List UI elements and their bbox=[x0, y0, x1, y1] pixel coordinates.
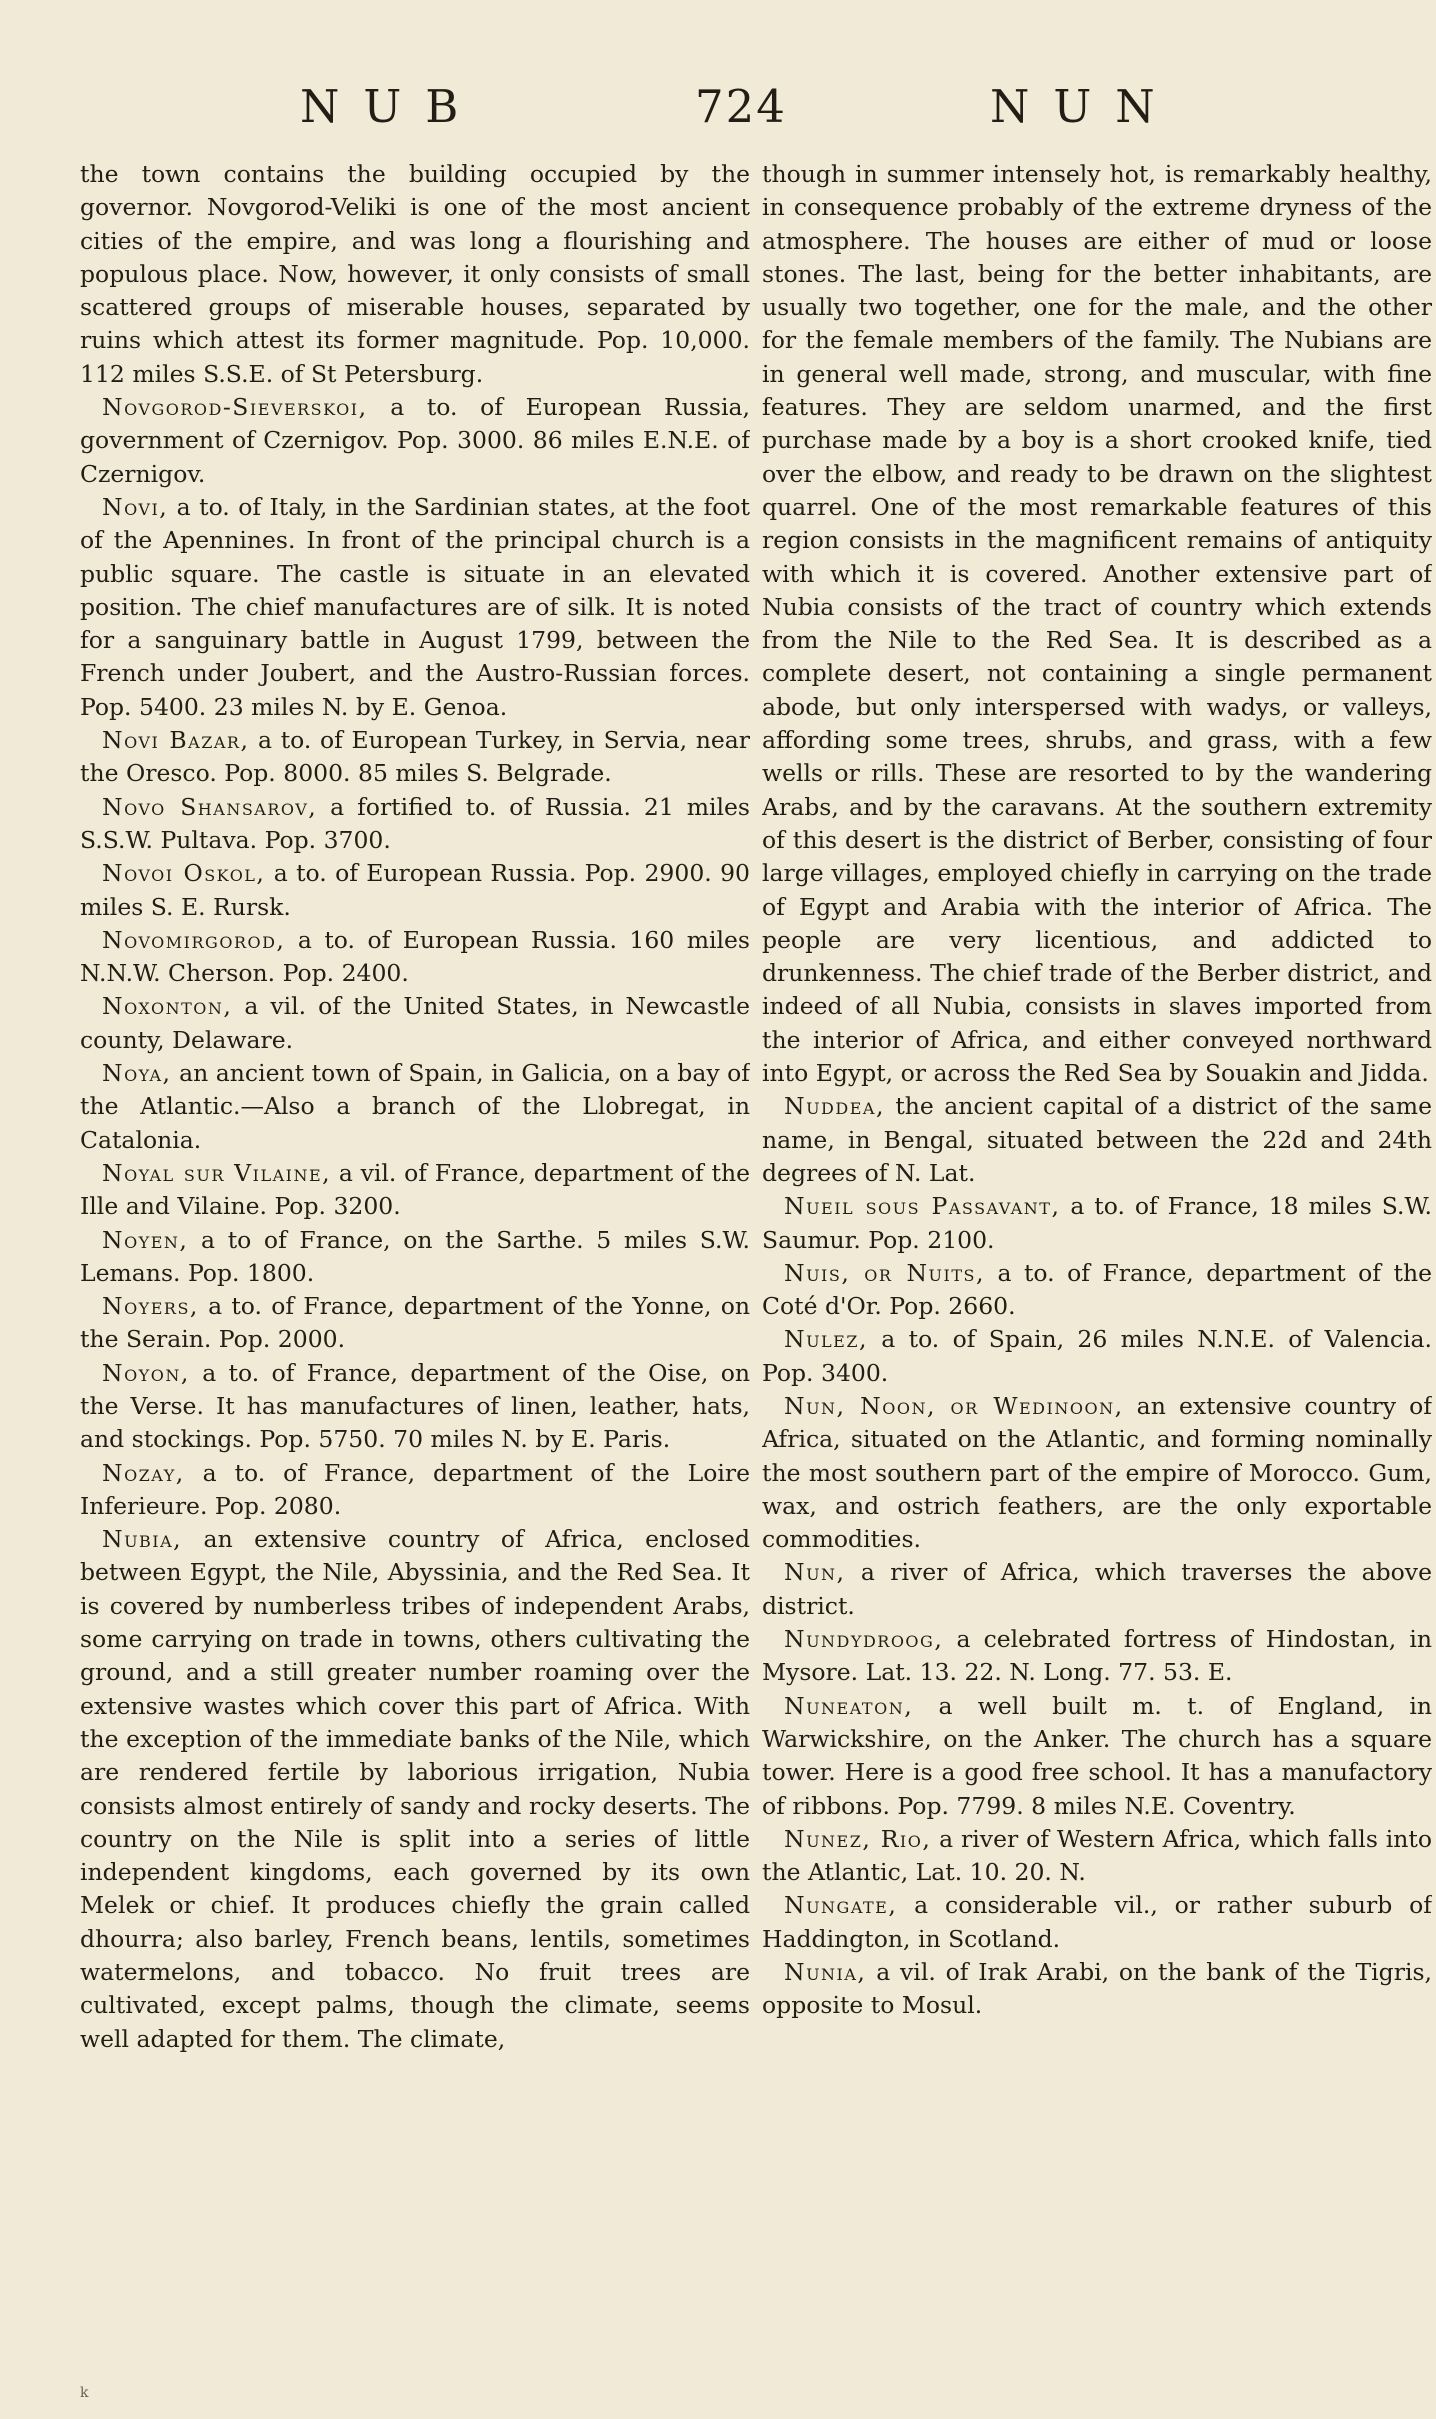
left-column-entry bbox=[80, 1523, 750, 2056]
entry-text: an extensive country of Africa, situated on the Atlantic, and forming nominally the most southern part of the empire of Morocco. Gum, wax, and ostrich feathers, are the only exportable commodities. bbox=[762, 1391, 1432, 1554]
entry-text: a to. of France, 18 miles S.W. Saumur. Pop. 2100. bbox=[762, 1192, 1432, 1254]
entry-headword: Noyen, bbox=[102, 1225, 189, 1254]
right-column-entry bbox=[762, 1690, 1432, 1823]
right-column-entry bbox=[762, 1623, 1432, 1690]
entry-text: the town contains the building occupied by the governor. Novgorod-Veliki is one of the most ancient cities of the empire, and was long a flourishing and populous place. Now, however, it only consists of small scattered groups of miserable houses, separated by ruins which attest its former magnitude. Pop. 10,000. 112 miles S.S.E. of St Petersburg. bbox=[80, 160, 750, 388]
entry-headword: Nunez, Rio, bbox=[784, 1824, 932, 1853]
entry-text: a vil. of Irak Arabi, on the bank of the Tigris, opposite to Mosul. bbox=[762, 1958, 1432, 2020]
entry-headword: Nubia, bbox=[102, 1525, 183, 1554]
entry-text: a to. of France, department of the Oise, on the Verse. It has manufactures of linen, leather, hats, and stockings. Pop. 5750. 70 miles N. by E. Paris. bbox=[80, 1358, 750, 1454]
entry-headword: Nuddea, bbox=[784, 1092, 885, 1121]
running-header bbox=[0, 80, 1436, 150]
right-column-entry bbox=[762, 1323, 1432, 1390]
left-column-entry bbox=[80, 1157, 750, 1224]
entry-text: a to of France, on the Sarthe. 5 miles S.W. Lemans. Pop. 1800. bbox=[80, 1225, 750, 1287]
entry-text: a to. of Spain, 26 miles N.N.E. of Valencia. Pop. 3400. bbox=[762, 1325, 1432, 1387]
entry-text: a to. of European Turkey, in Servia, near the Oresco. Pop. 8000. 85 miles S. Belgrade. bbox=[80, 726, 750, 788]
left-column-entry bbox=[80, 791, 750, 858]
right-column-entry bbox=[762, 158, 1432, 1090]
entry-headword: Novoi Oskol, bbox=[102, 859, 266, 888]
entry-text: a river of Western Africa, which falls into the Atlantic, Lat. 10. 20. N. bbox=[762, 1824, 1432, 1887]
left-column-entry bbox=[80, 491, 750, 724]
right-column-entry bbox=[762, 1889, 1432, 1956]
entry-text: a to. of European Russia. 160 miles N.N.W. Cherson. Pop. 2400. bbox=[80, 925, 750, 988]
left-column-entry bbox=[80, 924, 750, 991]
page-number: 724 bbox=[695, 80, 787, 133]
entry-text: though in summer intensely hot, is remarkably healthy, in consequence probably of the extreme dryness of the atmosphere. The houses are either of mud or loose stones. The last, being for the better inhabitants, are usually two together, one for the male, and the other for the female members of the family. The Nubians are in general well made, strong, and muscular, with fine features. They are seldom unarmed, and the first purchase made by a boy is a short crooked knife, tied over the elbow, and ready to be drawn on the slightest quarrel. One of the most remarkable features of this region consists in the magnificent remains of antiquity with which it is covered. Another extensive part of Nubia consists of the tract of country which extends from the Nile to the Red Sea. It is described as a complete desert, not containing a single permanent abode, but only interspersed with wadys, or valleys, affording some trees, shrubs, and grass, with a few wells or rills. These are resorted to by the wandering Arabs, and by the caravans. At the southern extremity of this desert is the district of Berber, consisting of four large villages, employed chiefly in carrying on the trade of Egypt and Arabia with the interior of Africa. The people are very licentious, and addicted to drunkenness. The chief trade of the Berber district, and indeed of all Nubia, consists in slaves imported from the interior of Africa, and either conveyed northward into Egypt, or across the Red Sea by Souakin and Jidda. bbox=[762, 160, 1432, 1088]
right-column-entry bbox=[762, 1823, 1432, 1890]
entry-headword: Nun, Noon, or Wedinoon, bbox=[784, 1391, 1124, 1420]
entry-headword: Nulez, bbox=[784, 1325, 868, 1354]
entry-headword: Novomirgorod, bbox=[102, 925, 286, 954]
entry-headword: Nundydroog, bbox=[784, 1625, 944, 1654]
entry-headword: Novo Shansarov, bbox=[102, 792, 318, 821]
entry-text: a considerable vil., or rather suburb of Haddington, in Scotland. bbox=[762, 1891, 1432, 1953]
right-column-entry bbox=[762, 1956, 1432, 2023]
entry-text: a vil. of France, department of the Ille and Vilaine. Pop. 3200. bbox=[80, 1158, 750, 1221]
entry-text: a to. of Italy, in the Sardinian states, at the foot of the Apennines. In front of the principal church is a public square. The castle is situate in an elevated position. The chief manufactures are of silk. It is noted for a sanguinary battle in August 1799, between the French under Joubert, and the Austro-Russian forces. Pop. 5400. 23 miles N. by E. Genoa. bbox=[80, 492, 750, 721]
entry-text: a celebrated fortress of Hindostan, in Mysore. Lat. 13. 22. N. Long. 77. 53. E. bbox=[762, 1625, 1432, 1687]
entry-headword: Nuis, or Nuits, bbox=[784, 1258, 985, 1287]
right-column-entry bbox=[762, 1556, 1432, 1623]
entry-headword: Noyon, bbox=[102, 1358, 190, 1387]
entry-headword: Nozay, bbox=[102, 1458, 185, 1487]
entry-text: a to. of European Russia, government of Czernigov. Pop. 3000. 86 miles E.N.E. of Czernigov. bbox=[80, 393, 750, 488]
entry-text: a to. of France, department of the Yonne, on the Serain. Pop. 2000. bbox=[80, 1292, 750, 1354]
entry-text: a well built m. t. of England, in Warwickshire, on the Anker. The church has a square tower. Here is a good free school. It has a manufactory of ribbons. Pop. 7799. 8 miles N.E. Coventry. bbox=[762, 1691, 1432, 1820]
entry-headword: Noya, bbox=[102, 1059, 172, 1088]
entry-headword: Nungate, bbox=[784, 1891, 898, 1920]
printer-mark: k bbox=[80, 2385, 89, 2401]
entry-text: an extensive country of Africa, enclosed between Egypt, the Nile, Abyssinia, and the Red Sea. It is covered by numberless tribes of independent Arabs, some carrying on trade in towns, others cultivating the ground, and a still greater number roaming over the extensive wastes which cover this part of Africa. With the exception of the immediate banks of the Nile, which are rendered fertile by laborious irrigation, Nubia consists almost entirely of sandy and rocky deserts. The country on the Nile is split into a series of little independent kingdoms, each governed by its own Melek or chief. It produces chiefly the grain called dhourra; also barley, French beans, lentils, sometimes watermelons, and tobacco. No fruit trees are cultivated, except palms, though the climate, seems well adapted for them. The climate, bbox=[80, 1525, 750, 2053]
entry-text: a fortified to. of Russia. 21 miles S.S.W. Pultava. Pop. 3700. bbox=[80, 792, 750, 854]
left-column-entry bbox=[80, 1290, 750, 1357]
entry-headword: Nuneaton, bbox=[784, 1691, 914, 1720]
entry-text: an ancient town of Spain, in Galicia, on a bay of the Atlantic.—Also a branch of the Llobregat, in Catalonia. bbox=[80, 1059, 750, 1154]
left-column-entry bbox=[80, 857, 750, 924]
right-column bbox=[762, 158, 1432, 2378]
left-column-entry bbox=[80, 1357, 750, 1457]
entry-text: a vil. of the United States, in Newcastle county, Delaware. bbox=[80, 992, 750, 1054]
entry-headword: Nunia, bbox=[784, 1958, 867, 1987]
entry-text: a river of Africa, which traverses the above district. bbox=[762, 1558, 1432, 1620]
entry-text: the ancient capital of a district of the same name, in Bengal, situated between the 22d and 24th degrees of N. Lat. bbox=[762, 1092, 1432, 1187]
left-column bbox=[80, 158, 750, 2378]
entry-headword: Noyal sur Vilaine, bbox=[102, 1158, 332, 1187]
right-column-entry bbox=[762, 1090, 1432, 1190]
entry-headword: Novgorod-Sieverskoi, bbox=[102, 393, 368, 422]
left-column-entry bbox=[80, 391, 750, 491]
left-column-entry bbox=[80, 1057, 750, 1157]
entry-headword: Noyers, bbox=[102, 1292, 199, 1321]
header-left-guide-word: NUB bbox=[300, 80, 483, 133]
entry-headword: Nun, bbox=[784, 1558, 846, 1587]
entry-headword: Novi, bbox=[102, 492, 169, 521]
right-column-entry bbox=[762, 1390, 1432, 1556]
header-right-guide-word: NUN bbox=[990, 80, 1179, 133]
left-column-entry bbox=[80, 724, 750, 791]
left-column-entry bbox=[80, 1224, 750, 1291]
left-column-entry bbox=[80, 1457, 750, 1524]
right-column-entry bbox=[762, 1257, 1432, 1324]
entry-headword: Noxonton, bbox=[102, 992, 233, 1021]
entry-headword: Novi Bazar, bbox=[102, 726, 250, 755]
entry-text: a to. of France, department of the Loire Inferieure. Pop. 2080. bbox=[80, 1458, 750, 1520]
entry-text: a to. of France, department of the Coté d'Or. Pop. 2660. bbox=[762, 1258, 1432, 1321]
right-column-entry bbox=[762, 1190, 1432, 1257]
left-column-entry bbox=[80, 158, 750, 391]
entry-text: a to. of European Russia. Pop. 2900. 90 miles S. E. Rursk. bbox=[80, 859, 750, 921]
left-column-entry bbox=[80, 990, 750, 1057]
entry-headword: Nueil sous Passavant, bbox=[784, 1192, 1061, 1221]
